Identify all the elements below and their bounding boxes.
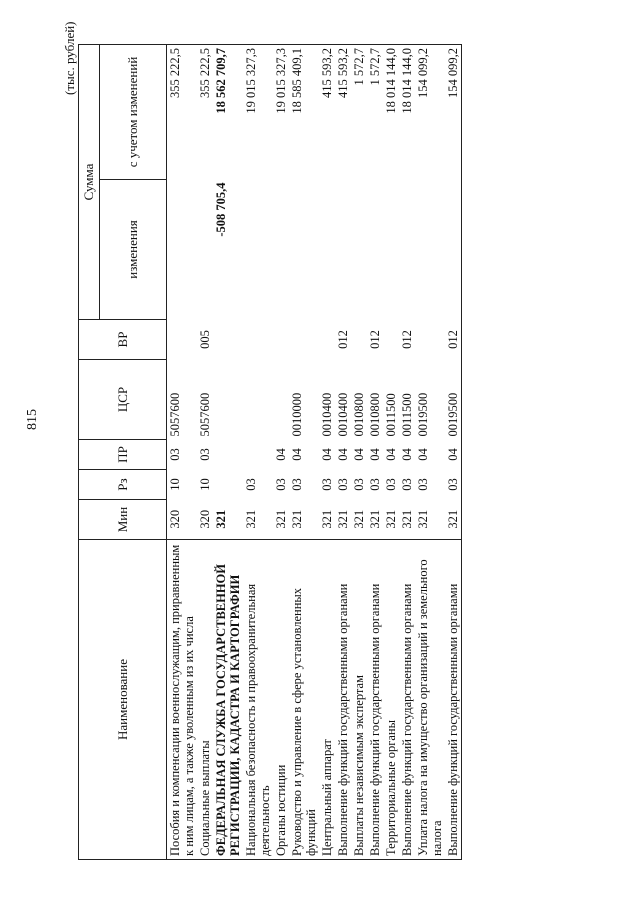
row-min: 321 bbox=[336, 509, 350, 529]
row-min: 320 bbox=[168, 509, 182, 529]
row-name: Социальные выплаты bbox=[197, 540, 213, 860]
header-min: Мин bbox=[79, 500, 167, 540]
row-csr bbox=[213, 360, 243, 440]
row-pr: 04 bbox=[384, 448, 398, 461]
row-total: 1 572,7 bbox=[367, 45, 383, 180]
row-change bbox=[367, 180, 383, 320]
row-csr: 0010800 bbox=[352, 392, 366, 437]
row-name: Территориальные органы bbox=[383, 540, 399, 860]
row-pr: 04 bbox=[445, 440, 462, 470]
row-total: 18 585 409,1 bbox=[289, 45, 319, 180]
row-rz: 10 bbox=[198, 478, 212, 491]
row-pr: 04 bbox=[368, 448, 382, 461]
row-csr: 0011500 bbox=[384, 393, 398, 437]
header-name: Наименование bbox=[79, 540, 167, 860]
row-vr bbox=[273, 320, 289, 360]
row-pr: 04 bbox=[400, 448, 414, 461]
row-name: ФЕДЕРАЛЬНАЯ СЛУЖБА ГОСУДАРСТВЕННОЙ РЕГИСТРАЦИИ, КАДАСТРА И КАРТОГРАФИИ bbox=[213, 540, 243, 860]
row-total: 18 562 709,7 bbox=[213, 45, 243, 180]
row-name: Центральный аппарат bbox=[319, 540, 335, 860]
row-rz: 03 bbox=[368, 478, 382, 491]
row-name: Уплата налога на имущество организаций и земельного налога bbox=[415, 540, 445, 860]
page-number: 815 bbox=[25, 409, 40, 430]
units-label: (тыс. рублей) bbox=[62, 21, 77, 95]
row-pr: 03 bbox=[168, 448, 182, 461]
row-name: Руководство и управление в сфере установленных функций bbox=[289, 540, 319, 860]
row-csr: 5057600 bbox=[168, 392, 182, 437]
row-csr: 0019500 bbox=[445, 360, 462, 440]
row-min: 321 bbox=[445, 500, 462, 540]
row-pr bbox=[213, 440, 243, 470]
row-min: 321 bbox=[290, 509, 304, 529]
row-pr: 04 bbox=[352, 448, 366, 461]
row-min: 321 bbox=[320, 509, 334, 529]
row-rz: 03 bbox=[445, 470, 462, 500]
row-rz: 03 bbox=[290, 478, 304, 491]
row-csr: 0011500 bbox=[400, 393, 414, 437]
row-min: 321 bbox=[352, 509, 366, 529]
row-name: Выплаты независимым экспертам bbox=[351, 540, 367, 860]
row-vr: 012 bbox=[445, 320, 462, 360]
row-min: 321 bbox=[384, 509, 398, 529]
row-change bbox=[351, 180, 367, 320]
header-csr: ЦСР bbox=[79, 360, 167, 440]
row-change bbox=[445, 180, 462, 320]
row-change bbox=[399, 180, 415, 320]
budget-table bbox=[78, 44, 462, 860]
row-min: 321 bbox=[274, 509, 288, 529]
row-pr: 04 bbox=[290, 448, 304, 461]
row-min: 321 bbox=[416, 509, 430, 529]
table-row bbox=[167, 45, 198, 860]
row-vr bbox=[243, 320, 273, 360]
row-rz: 03 bbox=[416, 478, 430, 491]
row-vr bbox=[351, 320, 367, 360]
row-change bbox=[273, 180, 289, 320]
row-name: Выполнение функций государственными органами bbox=[399, 540, 415, 860]
row-csr bbox=[243, 360, 273, 440]
table-row bbox=[367, 45, 383, 860]
table-row bbox=[213, 45, 243, 860]
table-row bbox=[243, 45, 273, 860]
row-rz bbox=[213, 470, 243, 500]
row-name: Выполнение функций государственными органами bbox=[445, 540, 462, 860]
table-row bbox=[351, 45, 367, 860]
row-change bbox=[289, 180, 319, 320]
row-min: 321 bbox=[244, 509, 258, 529]
table-row bbox=[197, 45, 213, 860]
row-change bbox=[335, 180, 351, 320]
row-csr bbox=[273, 360, 289, 440]
table-row bbox=[445, 45, 462, 860]
row-pr: 04 bbox=[416, 448, 430, 461]
table-body bbox=[167, 45, 462, 860]
row-rz: 03 bbox=[400, 478, 414, 491]
row-vr bbox=[167, 320, 198, 360]
row-change bbox=[243, 180, 273, 320]
row-min: 321 bbox=[368, 509, 382, 529]
row-pr: 04 bbox=[320, 448, 334, 461]
header-vr: ВР bbox=[79, 320, 167, 360]
row-pr bbox=[243, 440, 273, 470]
row-total: 154 099,2 bbox=[445, 45, 462, 180]
row-csr: 0010800 bbox=[368, 392, 382, 437]
row-vr: 012 bbox=[400, 330, 414, 349]
row-total: 415 593,2 bbox=[335, 45, 351, 180]
row-rz: 10 bbox=[168, 478, 182, 491]
row-pr: 04 bbox=[336, 448, 350, 461]
row-total: 19 015 327,3 bbox=[243, 45, 273, 180]
header-pr: ПР bbox=[79, 440, 167, 470]
row-total: 415 593,2 bbox=[319, 45, 335, 180]
table-row bbox=[383, 45, 399, 860]
row-rz: 03 bbox=[352, 478, 366, 491]
header-changes: изменения bbox=[100, 180, 167, 320]
row-vr bbox=[415, 320, 445, 360]
header-with-changes: с учетом изменений bbox=[100, 45, 167, 180]
row-total: 355 222,5 bbox=[167, 45, 198, 180]
row-vr: 012 bbox=[368, 330, 382, 349]
row-csr: 5057600 bbox=[198, 392, 212, 437]
table-row bbox=[273, 45, 289, 860]
row-rz: 03 bbox=[320, 478, 334, 491]
header-sum: Сумма bbox=[79, 45, 100, 320]
row-total: 18 014 144,0 bbox=[399, 45, 415, 180]
row-csr: 0010400 bbox=[320, 392, 334, 437]
row-name: Национальная безопасность и правоохранительная деятельность bbox=[243, 540, 273, 860]
row-change bbox=[383, 180, 399, 320]
row-vr bbox=[319, 320, 335, 360]
row-csr: 0019500 bbox=[416, 392, 430, 437]
row-name: Выполнение функций государственными органами bbox=[335, 540, 351, 860]
row-change bbox=[167, 180, 198, 320]
row-total: 19 015 327,3 bbox=[273, 45, 289, 180]
row-pr: 04 bbox=[274, 448, 288, 461]
row-csr: 0010400 bbox=[336, 392, 350, 437]
row-name: Пособия и компенсации военнослужащим, приравненным к ним лицам, а также уволенным из их числа bbox=[167, 540, 198, 860]
row-name: Органы юстиции bbox=[273, 540, 289, 860]
row-change: -508 705,4 bbox=[214, 182, 228, 237]
row-pr: 03 bbox=[198, 448, 212, 461]
row-change bbox=[319, 180, 335, 320]
row-total: 18 014 144,0 bbox=[383, 45, 399, 180]
table-row bbox=[415, 45, 445, 860]
table-row bbox=[319, 45, 335, 860]
row-total: 1 572,7 bbox=[351, 45, 367, 180]
row-total: 154 099,2 bbox=[415, 45, 445, 180]
row-rz: 03 bbox=[336, 478, 350, 491]
row-change bbox=[197, 180, 213, 320]
row-change bbox=[415, 180, 445, 320]
row-name: Выполнение функций государственными органами bbox=[367, 540, 383, 860]
row-min: 321 bbox=[400, 509, 414, 529]
row-min: 321 bbox=[214, 509, 228, 529]
row-rz: 03 bbox=[384, 478, 398, 491]
row-total: 355 222,5 bbox=[197, 45, 213, 180]
table-header bbox=[79, 45, 167, 860]
row-vr: 005 bbox=[198, 330, 212, 349]
row-vr bbox=[213, 320, 243, 360]
table-row bbox=[335, 45, 351, 860]
row-vr bbox=[383, 320, 399, 360]
row-rz: 03 bbox=[274, 478, 288, 491]
row-rz: 03 bbox=[244, 478, 258, 491]
row-vr bbox=[289, 320, 319, 360]
header-rz: Рз bbox=[79, 470, 167, 500]
table-row bbox=[399, 45, 415, 860]
row-vr: 012 bbox=[336, 330, 350, 349]
row-csr: 0010000 bbox=[290, 392, 304, 437]
row-min: 320 bbox=[198, 509, 212, 529]
table-row bbox=[289, 45, 319, 860]
